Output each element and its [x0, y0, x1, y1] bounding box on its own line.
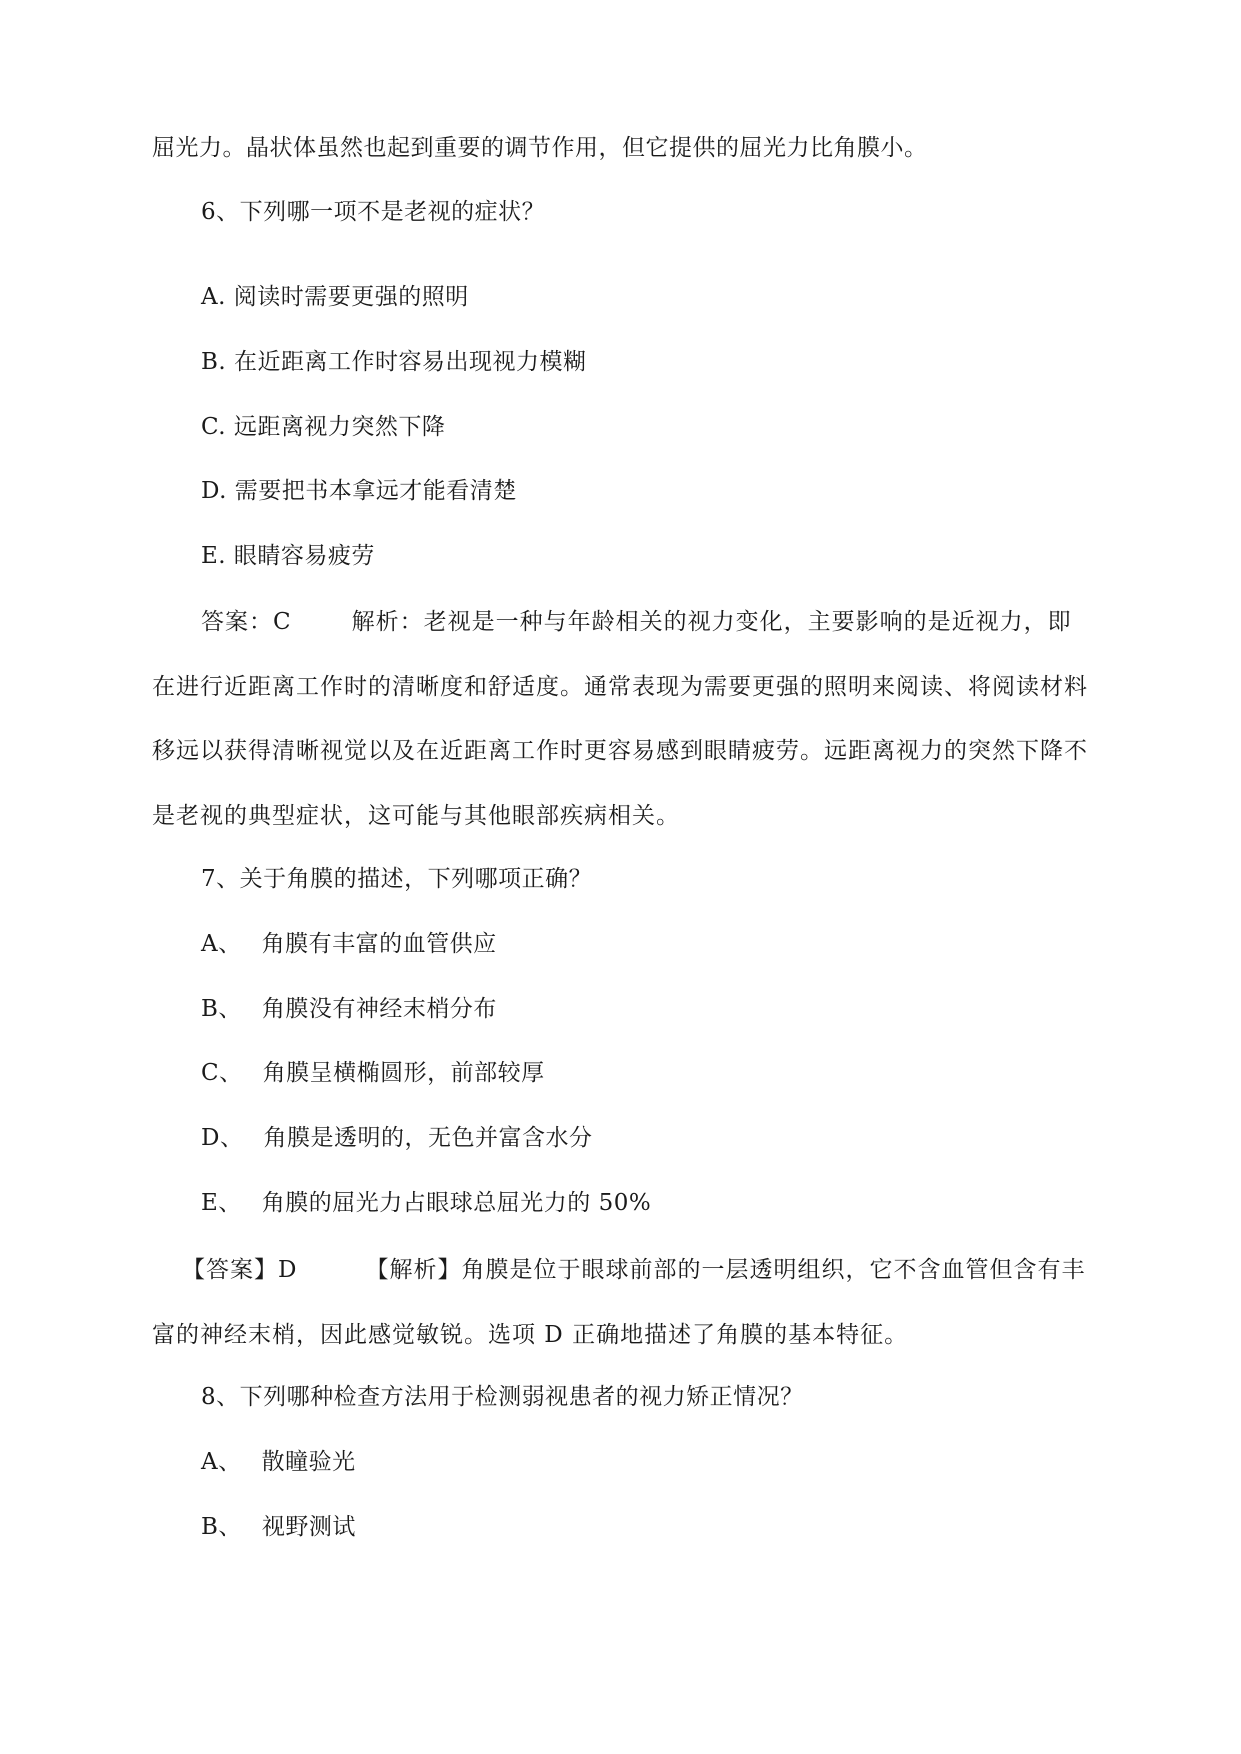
q7-option-e	[201, 1188, 651, 1218]
q7-option-c-letter: C、	[201, 1060, 243, 1086]
q6-option-a: A. 阅读时需要更强的照明	[201, 284, 469, 310]
q8-option-a-text: 散瞳验光	[261, 1449, 356, 1475]
q8-option-a-letter: A、	[201, 1449, 242, 1475]
q6-option-e: E. 眼睛容易疲劳	[201, 543, 375, 569]
q6-option-c: C. 远距离视力突然下降	[201, 414, 446, 440]
q7-option-b	[201, 994, 497, 1024]
q7-option-a-text: 角膜有丰富的血管供应	[261, 931, 497, 957]
question-6: 6、下列哪一项不是老视的症状？	[201, 199, 546, 225]
q7-option-a	[201, 929, 497, 959]
q7-option-d-text: 角膜是透明的，无色并富含水分	[263, 1125, 593, 1151]
q6-explanation: 解析：老视是一种与年龄相关的视力变化，主要影响的是近视力，即在进行近距离工作时的清晰度和舒适度。通常表现为需要更强的照明来阅读、将阅读材料移远以获得清晰视觉以及在近距离工作时更容易感到眼睛疲劳。远距离视力的突然下降不是老视的典型症状，这可能与其他眼部疾病相关。	[152, 609, 1088, 829]
q7-option-d-letter: D、	[201, 1125, 244, 1151]
q7-option-c	[201, 1058, 545, 1088]
q6-option-b: B. 在近距离工作时容易出现视力模糊	[201, 349, 587, 375]
question-7: 7、关于角膜的描述，下列哪项正确？	[201, 866, 593, 892]
q7-answer: 【答案】D	[182, 1257, 298, 1283]
q8-option-b-text: 视野测试	[261, 1514, 356, 1540]
q7-explanation: 【解析】角膜是位于眼球前部的一层透明组织，它不含血管但含有丰富的神经末梢，因此感觉敏锐。选项 D 正确地描述了角膜的基本特征。	[152, 1257, 1086, 1348]
q8-option-b-letter: B、	[201, 1514, 242, 1540]
q7-option-b-letter: B、	[201, 996, 242, 1022]
q7-option-e-letter: E、	[201, 1190, 242, 1216]
q7-option-e-text: 角膜的屈光力占眼球总屈光力的 50%	[261, 1190, 652, 1216]
q6-answer: 答案：C	[201, 609, 292, 635]
q6-option-d: D. 需要把书本拿远才能看清楚	[201, 478, 517, 504]
q7-option-d	[201, 1123, 592, 1153]
q8-option-a	[201, 1447, 356, 1477]
q7-answer-block	[152, 1238, 1092, 1367]
q7-option-c-text: 角膜呈横椭圆形，前部较厚	[262, 1060, 545, 1086]
q7-option-b-text: 角膜没有神经末梢分布	[261, 996, 497, 1022]
q6-answer-block	[152, 590, 1092, 848]
q7-option-a-letter: A、	[201, 931, 242, 957]
question-8: 8、下列哪种检查方法用于检测弱视患者的视力矫正情况？	[201, 1384, 804, 1410]
continuation-text: 屈光力。晶状体虽然也起到重要的调节作用，但它提供的屈光力比角膜小。	[152, 135, 928, 161]
q8-option-b	[201, 1512, 356, 1542]
